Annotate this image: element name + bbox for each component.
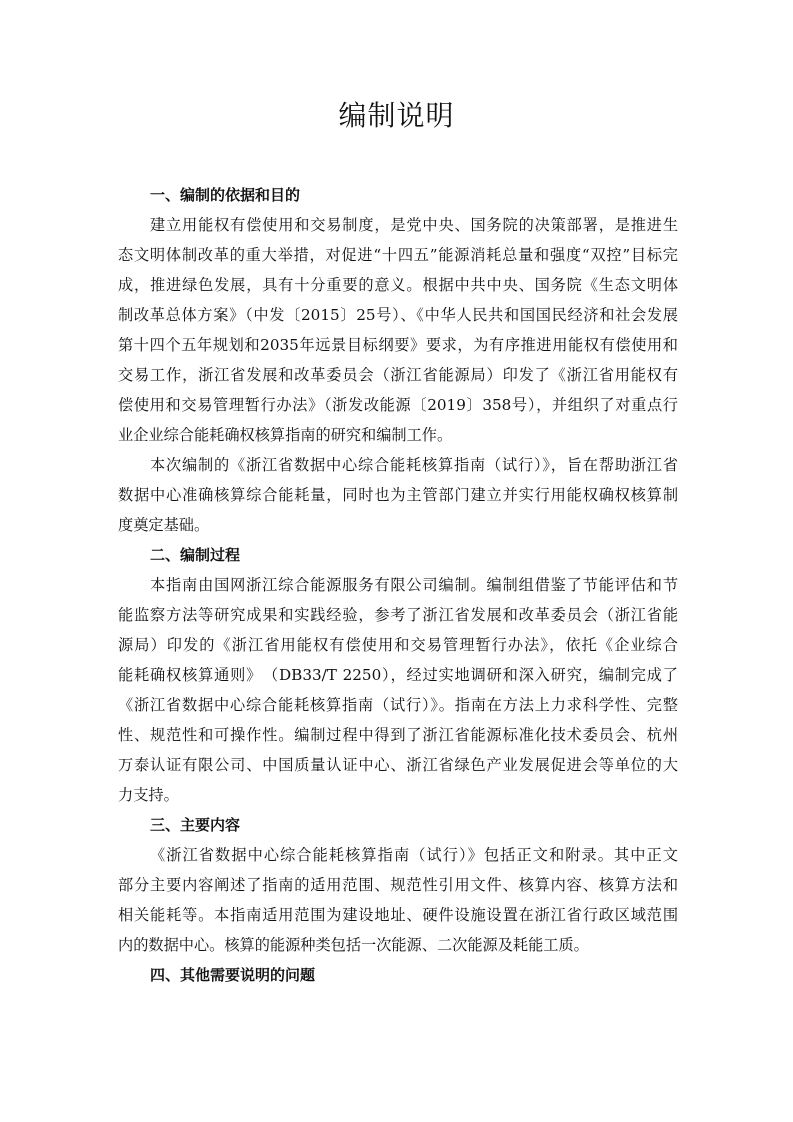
paragraph-line: 制改革总体方案》（中发〔2015〕25号）、《中华人民共和国国民经济和社会发展 xyxy=(118,306,678,324)
paragraph-line: 《浙江省数据中心综合能耗核算指南（试行）》包括正文和附录。其中正文 xyxy=(150,846,678,864)
section-heading: 四、其他需要说明的问题 xyxy=(150,966,316,984)
paragraph xyxy=(118,570,678,810)
paragraph-line: 相关能耗等。本指南适用范围为建设地址、硬件设施设置在浙江省行政区域范围 xyxy=(118,906,678,924)
paragraph-line: 万泰认证有限公司、中国质量认证中心、浙江省绿色产业发展促进会等单位的大 xyxy=(118,756,678,774)
document-title: 编制说明 xyxy=(338,99,455,132)
paragraph xyxy=(118,450,678,540)
paragraph-line: 源局）印发的《浙江省用能权有偿使用和交易管理暂行办法》，依托《企业综合 xyxy=(118,636,678,654)
paragraph-line: 度奠定基础。 xyxy=(118,516,210,534)
paragraph-line: 偿使用和交易管理暂行办法》（浙发改能源〔2019〕358号），并组织了对重点行 xyxy=(118,396,678,414)
paragraph-line: 本指南由国网浙江综合能源服务有限公司编制。编制组借鉴了节能评估和节 xyxy=(150,576,678,594)
paragraph xyxy=(118,840,678,960)
paragraph-line: 数据中心准确核算综合能耗量，同时也为主管部门建立并实行用能权确权核算制 xyxy=(118,486,678,504)
paragraph-line: 部分主要内容阐述了指南的适用范围、规范性引用文件、核算内容、核算方法和 xyxy=(118,876,678,894)
paragraph-line: 能耗确权核算通则》 （DB33/T 2250），经过实地调研和深入研究，编制完成了 xyxy=(118,666,678,684)
paragraph-line: 态文明体制改革的重大举措，对促进“十四五”能源消耗总量和强度“双控”目标完 xyxy=(118,246,678,264)
paragraph-line: 内的数据中心。核算的能源种类包括一次能源、二次能源及耗能工质。 xyxy=(118,936,589,954)
document-body xyxy=(118,180,678,990)
paragraph-line: 性、规范性和可操作性。编制过程中得到了浙江省能源标准化技术委员会、杭州 xyxy=(118,726,678,744)
paragraph-line: 第十四个五年规划和2035年远景目标纲要》要求，为有序推进用能权有偿使用和 xyxy=(118,336,678,354)
paragraph-line: 交易工作，浙江省发展和改革委员会（浙江省能源局）印发了《浙江省用能权有 xyxy=(118,366,678,384)
paragraph-line: 能监察方法等研究成果和实践经验，参考了浙江省发展和改革委员会（浙江省能 xyxy=(118,606,678,624)
paragraph-line: 力支持。 xyxy=(118,786,179,804)
paragraph-line: 建立用能权有偿使用和交易制度，是党中央、国务院的决策部署，是推进生 xyxy=(150,216,678,234)
paragraph-line: 《浙江省数据中心综合能耗核算指南（试行）》。指南在方法上力求科学性、完整 xyxy=(118,696,678,714)
section-heading: 一、编制的依据和目的 xyxy=(150,186,301,204)
paragraph-line: 成，推进绿色发展，具有十分重要的意义。根据中共中央、国务院《生态文明体 xyxy=(118,276,678,294)
paragraph-line: 本次编制的《浙江省数据中心综合能耗核算指南（试行）》，旨在帮助浙江省 xyxy=(150,456,678,474)
paragraph xyxy=(118,210,678,450)
section-heading: 三、主要内容 xyxy=(150,816,241,834)
paragraph-line: 业企业综合能耗确权核算指南的研究和编制工作。 xyxy=(118,426,453,444)
section-heading: 二、编制过程 xyxy=(150,546,241,564)
